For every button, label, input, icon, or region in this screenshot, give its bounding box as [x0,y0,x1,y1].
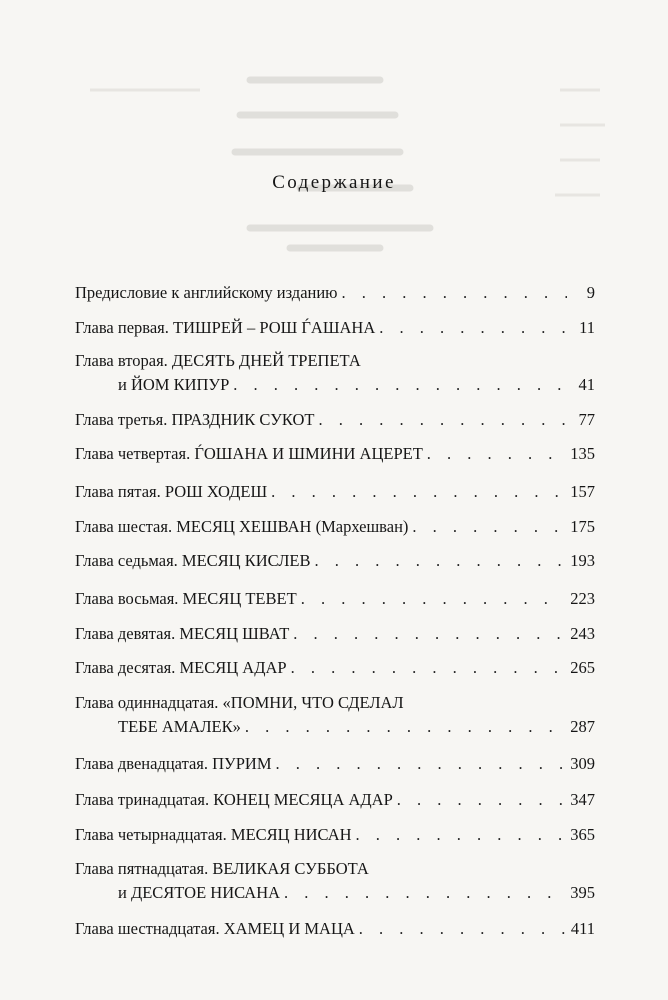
toc-entry-page: 157 [570,482,595,501]
toc-entry[interactable] [75,788,595,812]
dot-leader [412,515,564,539]
dot-leader [271,480,564,504]
toc-entry-title: Глава восьмая. МЕСЯЦ ТЕВЕТ [75,589,297,608]
toc-entry[interactable] [75,515,595,539]
toc-entry-page: 175 [570,517,595,536]
dot-leader [356,823,565,847]
dot-leader [318,408,567,432]
toc-entry-page: 41 [578,375,595,394]
toc-entry-page: 265 [570,658,595,677]
toc-entry-page: 347 [570,790,595,809]
toc-entry-page: 223 [570,589,595,608]
toc-entry-page: 135 [570,444,595,463]
toc-entry-title: Глава четвертая. ЃОШАНА И ШМИНИ АЦЕРЕТ [75,444,423,463]
toc-entry-title-continued: ТЕБЕ АМАЛЕК» [118,717,241,736]
toc-entry-title-continued: и ЙОМ КИПУР [118,375,230,394]
toc-entry[interactable] [75,587,595,611]
dot-leader [245,715,564,739]
toc-entry-title: Глава шестая. МЕСЯЦ ХЕШВАН (Мархешван) [75,517,409,536]
toc-entry-title: Глава первая. ТИШРЕЙ – РОШ ЃАШАНА [75,318,376,337]
toc-entry-title: Глава четырнадцатая. МЕСЯЦ НИСАН [75,825,352,844]
toc-entry-title: Глава шестнадцатая. ХАМЕЦ И МАЦА [75,919,355,938]
toc-entry[interactable] [75,549,595,573]
toc-entry-title: Глава десятая. МЕСЯЦ АДАР [75,658,287,677]
toc-entry-title: Глава пятая. РОШ ХОДЕШ [75,482,268,501]
toc-entry[interactable] [75,656,595,680]
dot-leader [427,442,564,466]
dot-leader [359,917,565,941]
dot-leader [233,373,567,397]
toc-entry-page: 193 [570,551,595,570]
toc-entry[interactable] [75,480,595,504]
toc-entry-title: Глава тринадцатая. КОНЕЦ МЕСЯЦА АДАР [75,790,393,809]
toc-entry-title: Глава пятнадцатая. ВЕЛИКАЯ СУББОТА [75,859,369,878]
toc-entry[interactable] [75,823,595,847]
toc-entry-page: 309 [570,754,595,773]
toc-entry[interactable] [75,442,595,466]
toc-entry[interactable] [75,622,595,646]
dot-leader [276,752,565,776]
toc-entry[interactable] [75,691,595,739]
toc-entry[interactable] [75,752,595,776]
toc-entry-title: Глава одиннадцатая. «ПОМНИ, ЧТО СДЕЛАЛ [75,693,404,712]
toc-entry-page: 365 [570,825,595,844]
toc-entry[interactable] [75,349,595,397]
dot-leader [291,656,565,680]
toc-entry-title: Глава седьмая. МЕСЯЦ КИСЛЕВ [75,551,311,570]
toc-entry-page: 11 [579,318,595,337]
toc-entry[interactable] [75,857,595,905]
toc-entry-title: Глава вторая. ДЕСЯТЬ ДНЕЙ ТРЕПЕТА [75,351,361,370]
toc-entry-page: 395 [570,883,595,902]
toc-entry-title: Глава третья. ПРАЗДНИК СУКОТ [75,410,315,429]
toc-entry-page: 77 [578,410,595,429]
toc-entry-title: Предисловие к английскому изданию [75,283,338,302]
toc-entry-title: Глава девятая. МЕСЯЦ ШВАТ [75,624,290,643]
dot-leader [293,622,564,646]
dot-leader [342,281,567,305]
dot-leader [379,316,567,340]
page-title: Содержание [272,172,396,193]
toc-entry-page: 411 [570,919,595,938]
toc-entry-page: 243 [570,624,595,643]
toc-entry[interactable] [75,917,595,941]
toc-entry[interactable] [75,408,595,432]
dot-leader [284,881,564,905]
toc-entry-title-continued: и ДЕСЯТОЕ НИСАНА [118,883,281,902]
toc-entry[interactable] [75,281,595,305]
toc-entry-page: 287 [570,717,595,736]
dot-leader [301,587,565,611]
toc-entry-page: 9 [586,283,595,302]
toc-entry-title: Глава двенадцатая. ПУРИМ [75,754,272,773]
dot-leader [315,549,565,573]
dot-leader [397,788,565,812]
toc-entry[interactable] [75,316,595,340]
